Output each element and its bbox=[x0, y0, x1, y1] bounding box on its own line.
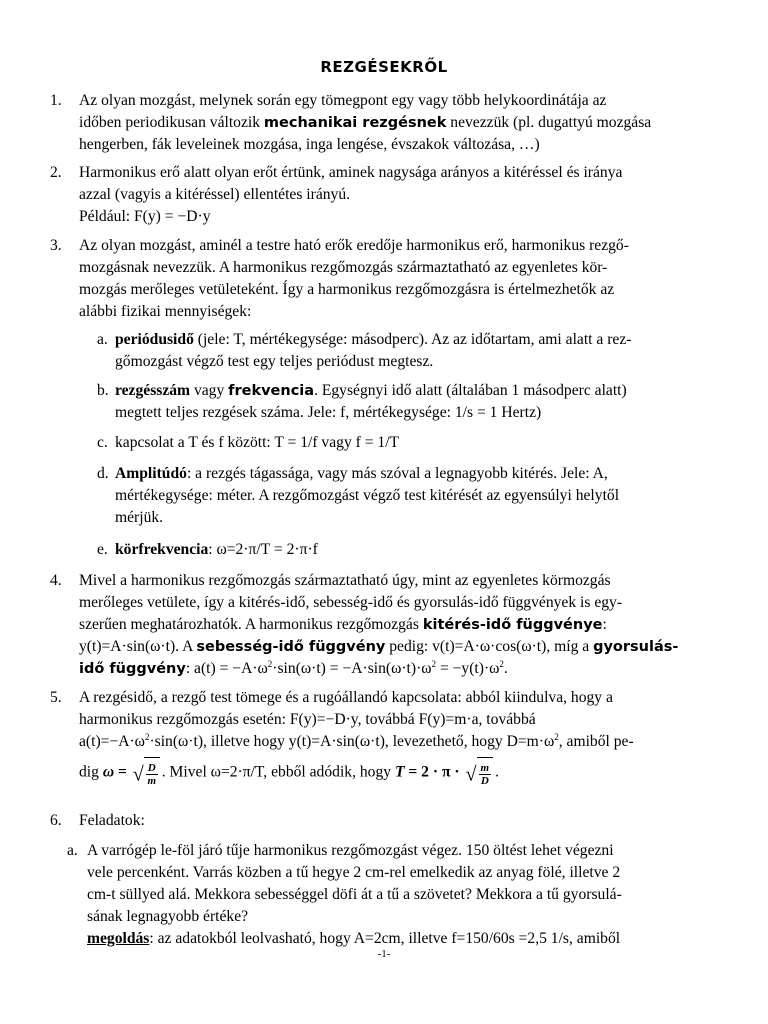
paragraph-line bbox=[115, 463, 715, 485]
paragraph-line bbox=[115, 329, 715, 351]
formula-line bbox=[79, 757, 719, 787]
paragraph-line: Például: F(y) = −D·y bbox=[79, 208, 211, 225]
term-bold: körfrekvencia bbox=[115, 541, 209, 558]
text: (jele: T, mértékegysége: másodperc). Az az időtartam, ami alatt a rez- bbox=[193, 331, 632, 348]
radicand bbox=[144, 757, 160, 789]
paragraph-line: kapcsolat a T és f között: T = 1/f vagy f = 1/T bbox=[115, 434, 400, 451]
paragraph-line bbox=[79, 112, 719, 134]
text: . bbox=[503, 660, 508, 677]
text: : bbox=[602, 616, 607, 633]
paragraph-line: Mivel a harmonikus rezgőmozgás származtatható úgy, mint az egyenletes körmozgás bbox=[79, 572, 611, 589]
exponent: 2 bbox=[499, 658, 504, 669]
denominator: m bbox=[147, 774, 157, 787]
text: a(t)=−A·ω bbox=[79, 733, 145, 750]
page-number: -1- bbox=[377, 948, 391, 960]
paragraph-line: Az olyan mozgást, melynek során egy tömegpont egy vagy több helykoordinátája az bbox=[79, 92, 607, 109]
term-bold: idő függvény bbox=[79, 661, 186, 677]
text: y(t)=A·sin(ω·t). A bbox=[79, 638, 197, 655]
item-number: 6. bbox=[50, 812, 62, 829]
text: pedig: v(t)=A·ω·cos(ω·t), míg a bbox=[385, 638, 594, 655]
solution-label: megoldás bbox=[87, 930, 150, 947]
term-bold: rezgésszám bbox=[115, 382, 191, 399]
paragraph-line: mértékegysége: méter. A rezgőmozgást végző test kitérését az egyensúlyi helytől bbox=[115, 487, 620, 504]
radicand bbox=[477, 757, 494, 789]
paragraph-line bbox=[115, 539, 715, 561]
fraction bbox=[479, 762, 492, 787]
paragraph-line: mozgásnak nevezzük. A harmonikus rezgőmozgás származtatható az egyenletes kör- bbox=[79, 259, 608, 276]
sub-letter: d. bbox=[97, 465, 109, 482]
sub-letter: a. bbox=[67, 842, 78, 859]
sqrt-formula bbox=[133, 757, 160, 789]
text: . bbox=[495, 763, 499, 781]
paragraph-line: Feladatok: bbox=[79, 812, 145, 829]
paragraph-line: harmonikus rezgőmozgás esetén: F(y)=−D·y, továbbá F(y)=m·a, továbbá bbox=[79, 711, 536, 728]
text: ·sin(ω·t), illetve hogy y(t)=A·sin(ω·t), levezethető, hogy D=m·ω bbox=[149, 733, 555, 750]
paragraph-line: Az olyan mozgást, aminél a testre ható erők eredője harmonikus erő, harmonikus rezgő- bbox=[79, 237, 629, 254]
term-bold: gyorsulás- bbox=[593, 639, 679, 655]
paragraph-line: cm-t süllyed alá. Mekkora sebességgel döfi át a tű a szövetet? Mekkora a tű gyorsulá- bbox=[87, 886, 622, 903]
term-bold: Amplitúdó bbox=[115, 465, 187, 482]
term-bold: sebesség-idő függvény bbox=[196, 639, 386, 655]
paragraph-line: A rezgésidő, a rezgő test tömege és a rugóállandó kapcsolata: abból kiindulva, hogy a bbox=[79, 689, 613, 706]
item-number: 1. bbox=[50, 92, 62, 109]
paragraph-line bbox=[79, 731, 719, 753]
radical-sign: √ bbox=[132, 763, 144, 786]
paragraph-line: vele percenként. Varrás közben a tű hegye 2 cm-rel emelkedik az anyag fölé, illetve 2 bbox=[87, 864, 621, 881]
item-number: 3. bbox=[50, 237, 62, 254]
radical-sign: √ bbox=[465, 763, 477, 786]
paragraph-line: alábbi fizikai mennyiségek: bbox=[79, 303, 252, 320]
numerator: m bbox=[480, 761, 490, 774]
paragraph-line: sának legnagyobb értéke? bbox=[87, 908, 249, 925]
numerator: D bbox=[147, 761, 156, 774]
term-bold: mechanikai rezgésnek bbox=[263, 115, 447, 131]
paragraph-line: mozgás merőleges vetületeként. Így a harmonikus rezgőmozgásra is értelmezhetők az bbox=[79, 281, 615, 298]
sub-letter: e. bbox=[97, 541, 108, 558]
page-title: REZGÉSEKRŐL bbox=[320, 58, 448, 76]
paragraph-line: hengerben, fák leveleinek mozgása, inga lengése, évszakok változása, …) bbox=[79, 136, 540, 153]
term-bold: kitérés-idő függvénye bbox=[422, 617, 603, 633]
period-symbol: T bbox=[394, 763, 405, 781]
text: nevezzük (pl. dugattyú mozgása bbox=[446, 114, 652, 131]
paragraph-line: A varrógép le-föl járó tűje harmonikus rezgőmozgást végez. 150 öltést lehet végezni bbox=[87, 842, 614, 859]
text: : a(t) = −A·ω bbox=[185, 660, 268, 677]
fraction bbox=[146, 762, 158, 787]
text: : a rezgés tágassága, vagy más szóval a legnagyobb kitérés. Jele: A, bbox=[186, 465, 608, 482]
exponent: 2 bbox=[144, 731, 150, 742]
paragraph-line: megtett teljes rezgések száma. Jele: f, mértékegysége: 1/s = 1 Hertz) bbox=[115, 404, 542, 421]
text: . Mivel ω=2·π/T, ebből adódik, hogy bbox=[161, 763, 395, 781]
paragraph-line: merőleges vetülete, így a kitérés-idő, sebesség-idő és gyorsulás-idő függvények is egy- bbox=[79, 594, 623, 611]
paragraph-line: mérjük. bbox=[115, 509, 164, 526]
term-bold: frekvencia bbox=[228, 383, 315, 399]
paragraph-line bbox=[115, 380, 715, 402]
text: : az adatokból leolvasható, hogy A=2cm, illetve f=150/60s =2,5 1/s, amiből bbox=[149, 930, 621, 947]
item-number: 2. bbox=[50, 164, 62, 181]
item-number: 5. bbox=[50, 689, 62, 706]
exponent: 2 bbox=[554, 731, 559, 742]
paragraph-line: azzal (vagyis a kitéréssel) ellentétes irányú. bbox=[79, 186, 351, 203]
sqrt-formula bbox=[466, 757, 494, 789]
text: szerűen meghatározhatók. A harmonikus rezgőmozgás bbox=[79, 616, 423, 633]
text: dig bbox=[79, 763, 103, 781]
text: : ω=2·π/T = 2·π·f bbox=[208, 541, 318, 558]
text: időben periodikusan változik bbox=[79, 114, 264, 131]
paragraph-line bbox=[79, 658, 719, 680]
exponent: 2 bbox=[267, 658, 273, 669]
text: vagy bbox=[190, 382, 229, 399]
sub-letter: b. bbox=[97, 382, 109, 399]
text: = 2 · π · bbox=[404, 763, 464, 781]
paragraph-line bbox=[79, 636, 719, 658]
sub-letter: a. bbox=[97, 331, 108, 348]
denominator: D bbox=[480, 774, 489, 787]
exponent: 2 bbox=[431, 658, 437, 669]
item-number: 4. bbox=[50, 572, 62, 589]
paragraph-line: gőmozgást végző test egy teljes periódust megtesz. bbox=[115, 353, 434, 370]
text: , amiből pe- bbox=[558, 733, 634, 750]
paragraph-line bbox=[79, 614, 719, 636]
sub-letter: c. bbox=[97, 434, 108, 451]
text: = −y(t)·ω bbox=[436, 660, 500, 677]
term-bold: periódusidő bbox=[115, 331, 194, 348]
text: . Egységnyi idő alatt (általában 1 másodperc alatt) bbox=[314, 382, 627, 399]
paragraph-line bbox=[87, 928, 727, 950]
text: = bbox=[114, 763, 131, 781]
paragraph-line: Harmonikus erő alatt olyan erőt értünk, aminek nagysága arányos a kitéréssel és iránya bbox=[79, 164, 623, 181]
text: ·sin(ω·t) = −A·sin(ω·t)·ω bbox=[272, 660, 432, 677]
omega-symbol: ω bbox=[102, 763, 115, 781]
